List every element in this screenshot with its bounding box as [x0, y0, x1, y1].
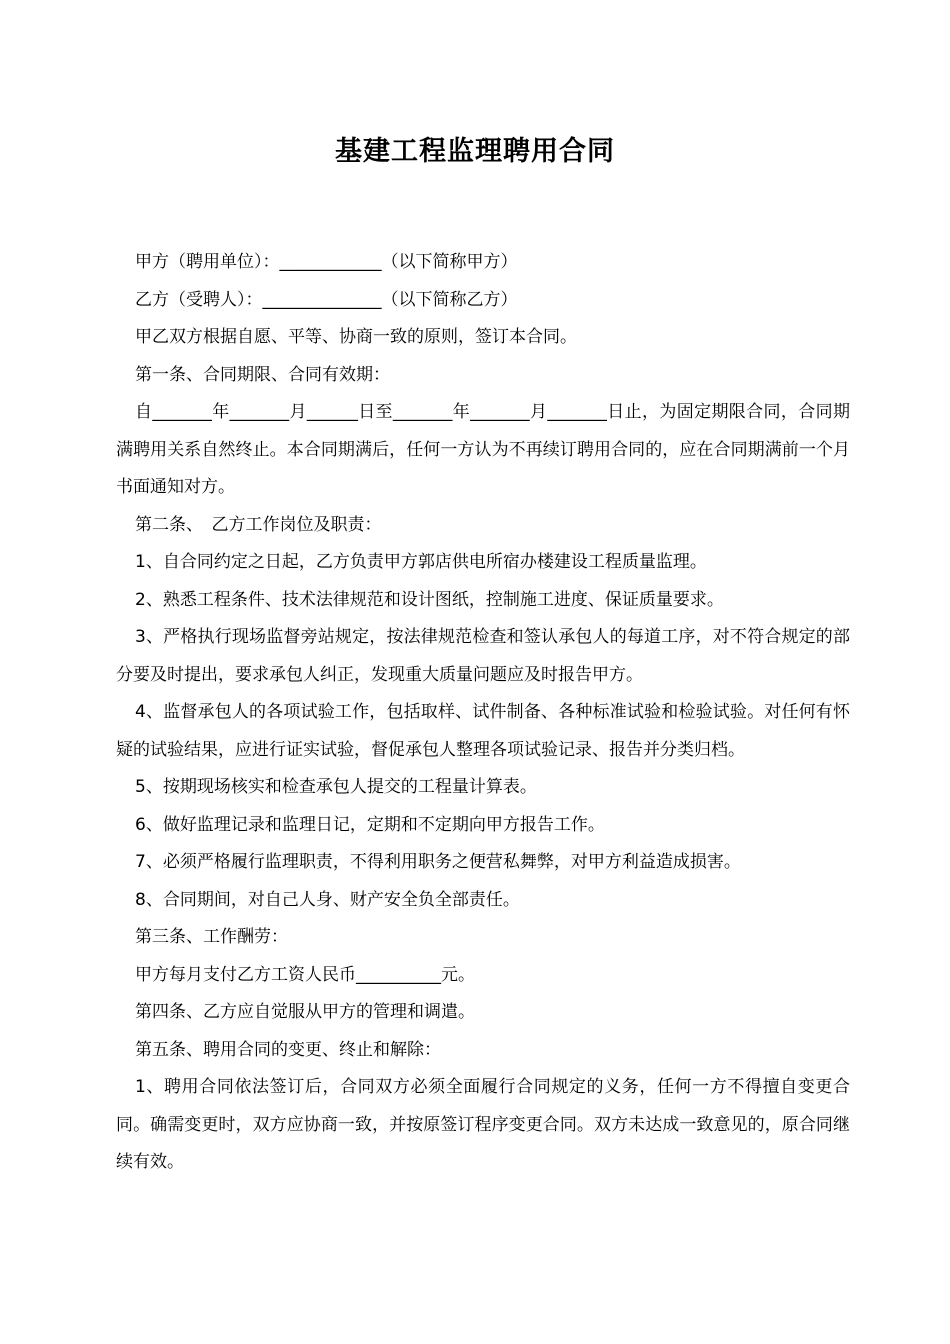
article-3-heading: 第三条、工作酬劳：: [135, 927, 288, 947]
duty-item-6: 6、做好监理记录和监理日记，定期和不定期向甲方报告工作。: [135, 814, 605, 835]
duty-item-3: 3、严格执行现场监督旁站规定，按法律规范检查和签认承包人的每道工序，对不符合规定的部分要及时提出，要求承包人纠正，发现重大质量问题应及时报告甲方。: [116, 627, 850, 685]
article-5-heading: 第五条、聘用合同的变更、终止和解除：: [135, 1039, 441, 1060]
contract-preamble: 甲乙双方根据自愿、平等、协商一致的原则，签订本合同。: [135, 327, 577, 347]
article-4-line: 第四条、乙方应自觉服从甲方的管理和调遣。: [135, 1002, 475, 1022]
article-1-term: 自_______年_______月______日至_______年_______月_______日止，为固定期限合同，合同期满聘用关系自然终止。本合同期满后，任何一方认为不再续订聘用合同的，应在合同期满前一个月书面通知对方。: [116, 402, 850, 497]
contract-body: [116, 244, 850, 1182]
article-1-heading: 第一条、合同期限、合同有效期：: [135, 364, 390, 385]
party-a-line: 甲方（聘用单位）：____________（以下简称甲方）: [135, 252, 518, 272]
salary-line: 甲方每月支付乙方工资人民币__________元。: [135, 964, 475, 985]
party-b-line: 乙方（受聘人）：______________（以下简称乙方）: [135, 289, 518, 310]
duty-item-2: 2、熟悉工程条件、技术法律规范和设计图纸，控制施工进度、保证质量要求。: [135, 589, 724, 610]
article-5-item-1: 1、聘用合同依法签订后，合同双方必须全面履行合同规定的义务，任何一方不得擅自变更合同。确需变更时，双方应协商一致，并按原签订程序变更合同。双方未达成一致意见的，原合同继续有效。: [116, 1077, 850, 1172]
duty-item-4: 4、监督承包人的各项试验工作，包括取样、试件制备、各种标准试验和检验试验。对任何有怀疑的试验结果，应进行证实试验，督促承包人整理各项试验记录、报告并分类归档。: [116, 702, 850, 760]
duty-item-1: 1、自合同约定之日起，乙方负责甲方郭店供电所宿办楼建设工程质量监理。: [135, 552, 707, 572]
duty-item-5: 5、按期现场核实和检查承包人提交的工程量计算表。: [135, 777, 537, 797]
duty-item-7: 7、必须严格履行监理职责，不得利用职务之便营私舞弊，对甲方利益造成损害。: [135, 852, 741, 872]
document-title: 基建工程监理聘用合同: [335, 136, 615, 167]
duty-item-8: 8、合同期间，对自己人身、财产安全负全部责任。: [135, 889, 520, 910]
article-2-heading: 第二条、 乙方工作岗位及职责：: [135, 514, 382, 535]
